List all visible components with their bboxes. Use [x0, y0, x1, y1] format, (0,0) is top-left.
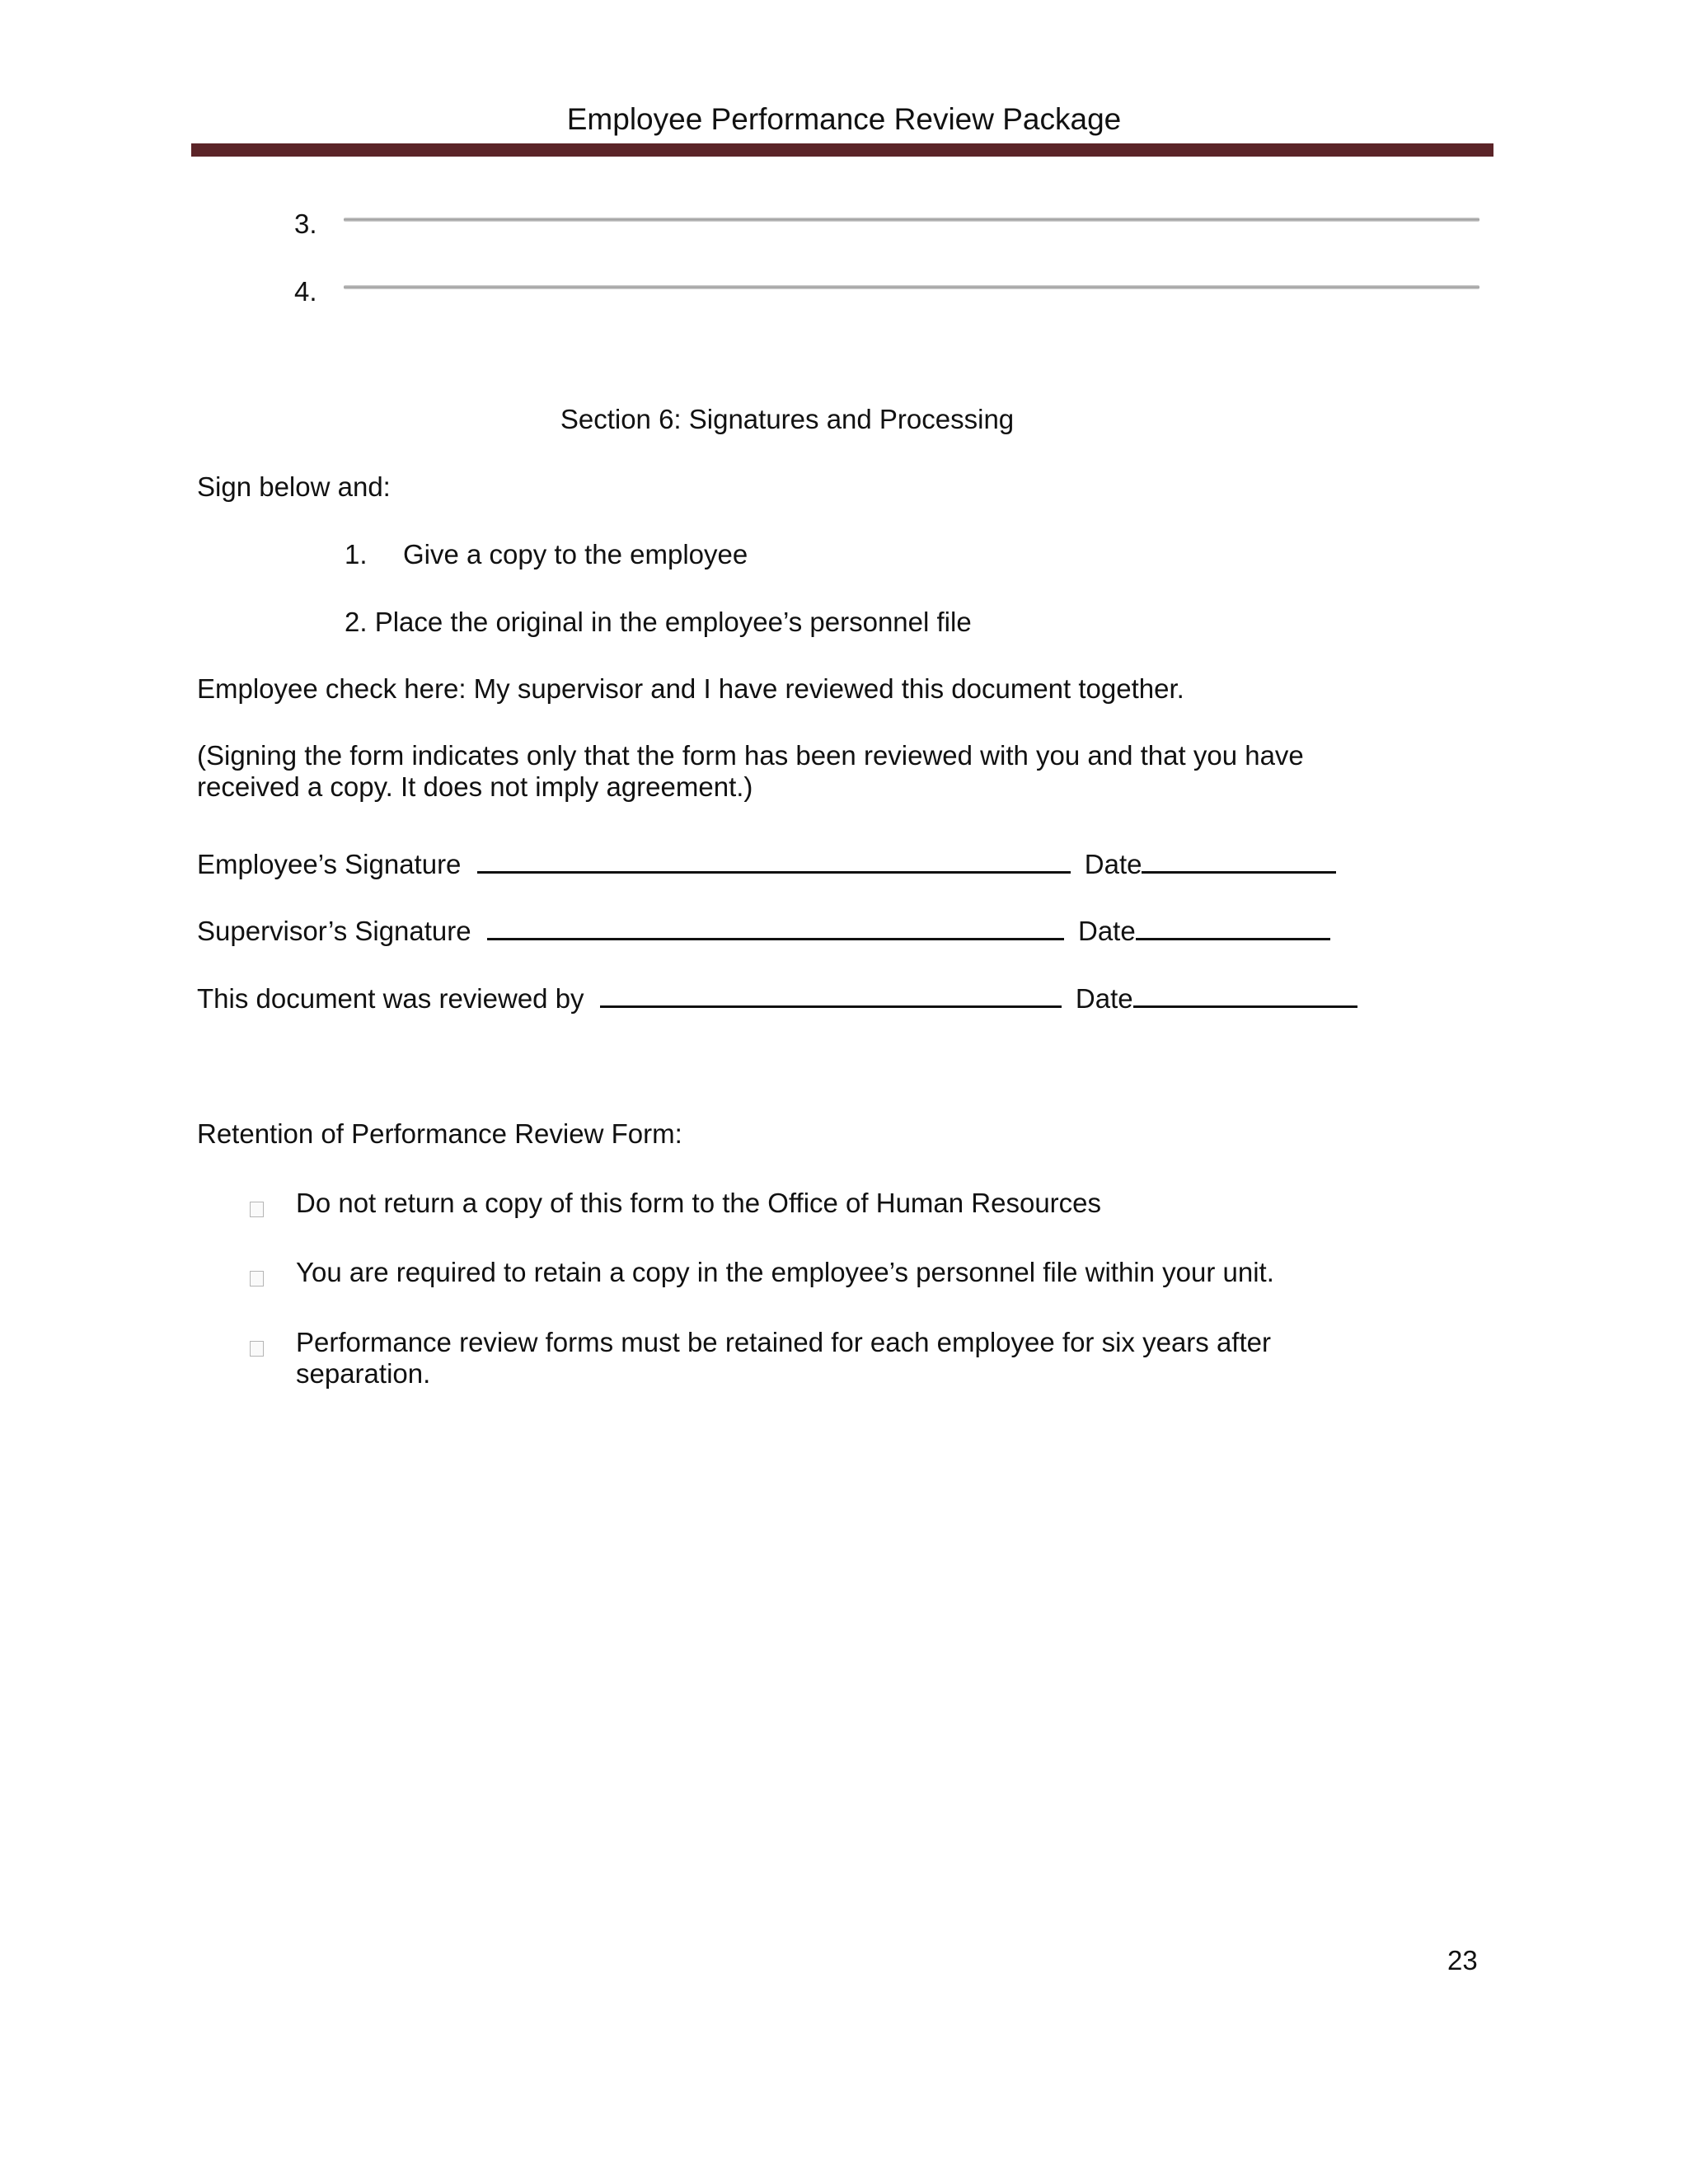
step-1-number: 1. [345, 539, 368, 569]
answer-line-4[interactable] [344, 285, 1479, 289]
checkbox-icon[interactable] [250, 1341, 264, 1357]
line-number-4: 4. [294, 276, 317, 307]
reviewer-signature-line[interactable] [600, 986, 1062, 1008]
employee-date-label: Date [1084, 849, 1142, 879]
header-rule [191, 143, 1493, 157]
supervisor-signature-label: Supervisor’s Signature [197, 916, 471, 946]
sign-intro: Sign below and: [197, 471, 391, 502]
employee-signature-line[interactable] [477, 851, 1071, 874]
supervisor-date-line[interactable] [1136, 918, 1330, 940]
section-title: Section 6: Signatures and Processing [560, 404, 1015, 434]
supervisor-signature-row [197, 916, 1330, 947]
reviewer-date-label: Date [1075, 983, 1133, 1014]
employee-date-line[interactable] [1142, 851, 1336, 874]
reviewer-signature-row [197, 983, 1357, 1015]
reviewer-date-line[interactable] [1133, 986, 1357, 1008]
signing-note: (Signing the form indicates only that the form has been reviewed with you and that you have received a copy. It does not imply agreement.) [197, 740, 1304, 802]
employee-check-statement: Employee check here: My supervisor and I have reviewed this document together. [197, 673, 1184, 704]
answer-line-3[interactable] [344, 218, 1479, 222]
retention-title: Retention of Performance Review Form: [197, 1118, 682, 1149]
line-number-3: 3. [294, 209, 317, 239]
retention-item-1: Do not return a copy of this form to the Office of Human Resources [296, 1188, 1102, 1218]
checkbox-icon[interactable] [250, 1202, 264, 1217]
step-1-text: Give a copy to the employee [403, 539, 748, 569]
retention-item-2: You are required to retain a copy in the employee’s personnel file within your unit. [296, 1257, 1274, 1287]
retention-item-3: Performance review forms must be retained for each employee for six years after separation. [296, 1327, 1271, 1389]
supervisor-signature-line[interactable] [487, 918, 1064, 940]
step-2-text: 2. Place the original in the employee’s personnel file [345, 607, 972, 637]
reviewer-label: This document was reviewed by [197, 983, 584, 1014]
employee-signature-row [197, 849, 1336, 880]
page-number: 23 [1447, 1945, 1478, 1975]
checkbox-icon[interactable] [250, 1271, 264, 1286]
supervisor-date-label: Date [1077, 916, 1136, 946]
page-header-title: Employee Performance Review Package [566, 102, 1122, 136]
employee-signature-label: Employee’s Signature [197, 849, 462, 879]
